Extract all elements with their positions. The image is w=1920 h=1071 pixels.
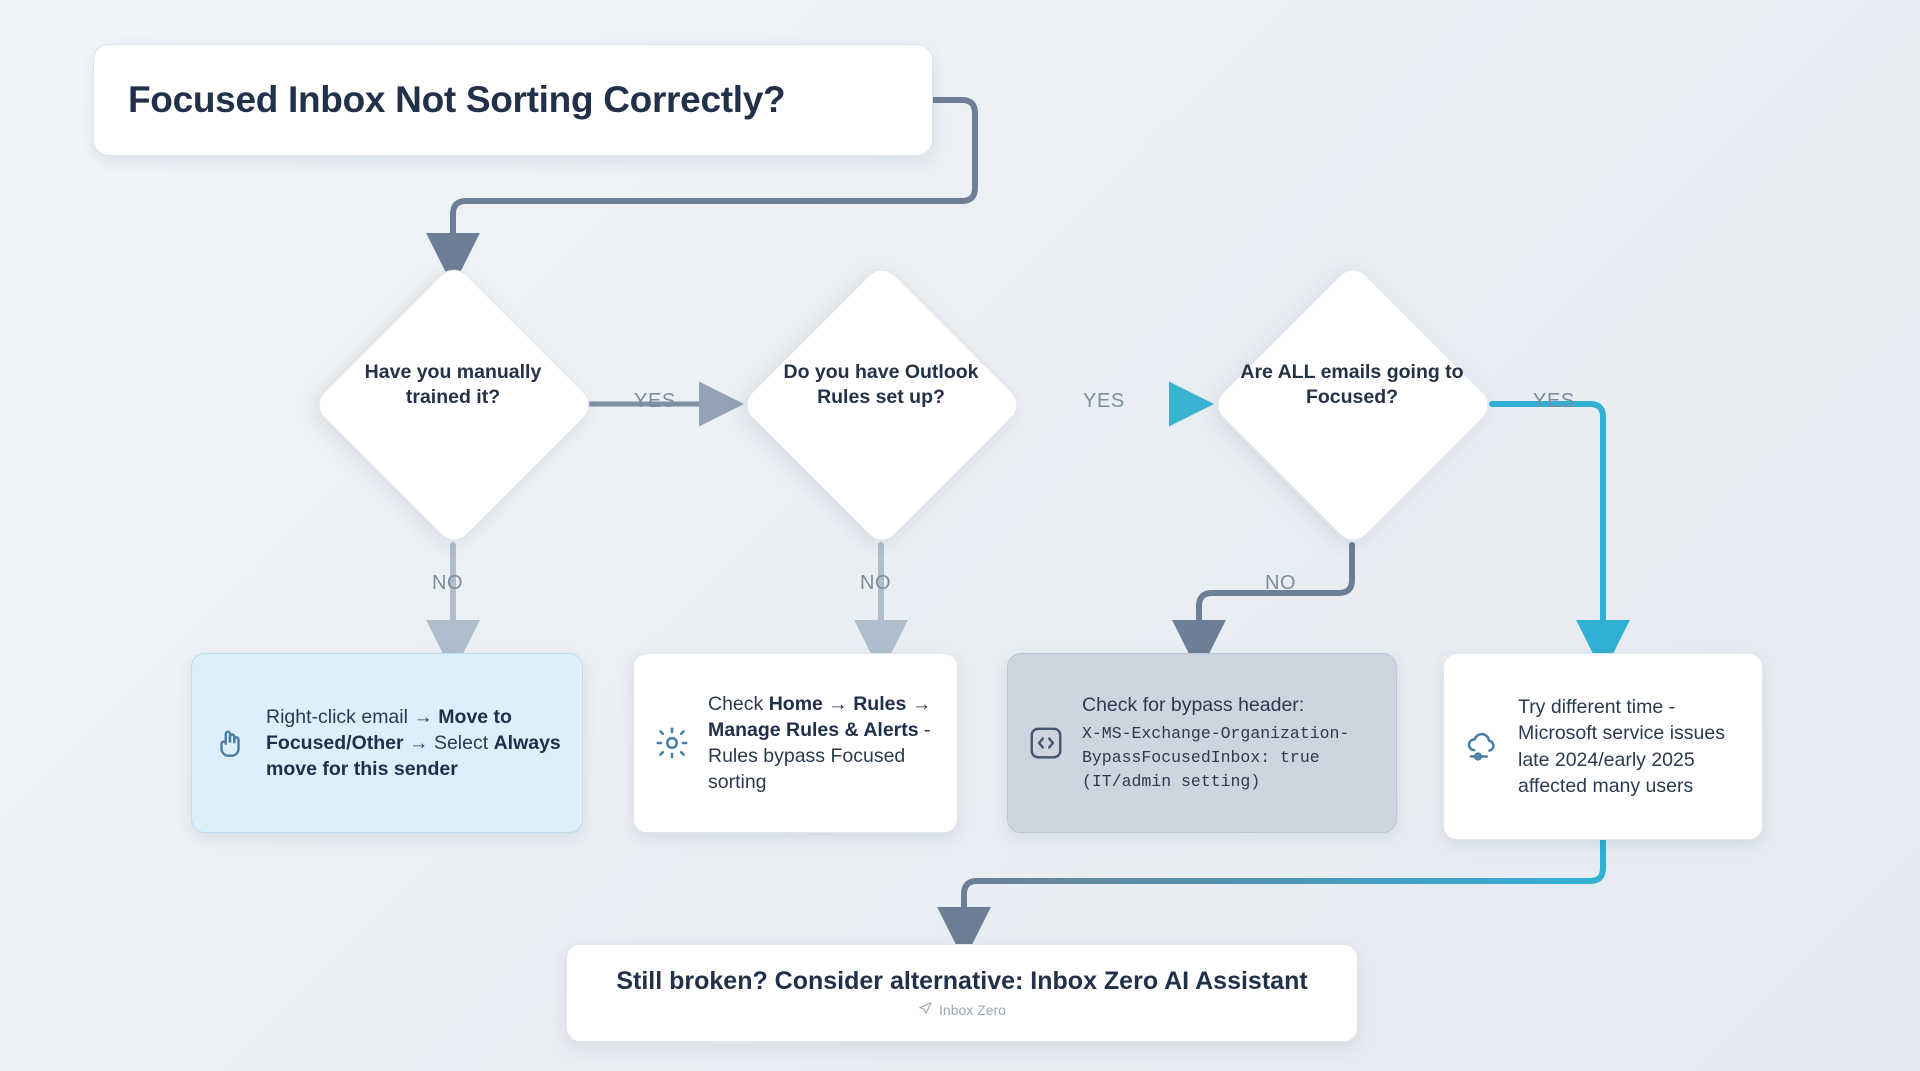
edge-label-no-2: NO [860,572,892,594]
edge-label-no-1: NO [432,572,464,594]
decision-label-rules: Do you have Outlook Rules set up? [783,361,979,408]
final-card[interactable] [566,944,1358,1042]
decision-label-trained: Have you manually trained it? [364,361,542,408]
page-title: Focused Inbox Not Sorting Correctly? [128,79,786,120]
outcome-card-train-sender[interactable] [191,653,583,833]
outcome-text-service-issue: Try different time - Microsoft service issues late 2024/early 2025 affected many users [1518,696,1725,797]
outcome-card-bypass-header[interactable] [1007,653,1397,833]
decision-label-all-focused: Are ALL emails going to Focused? [1240,361,1464,408]
final-card-text: Still broken? Consider alternative: Inbox Zero AI Assistant [616,967,1308,995]
outcome-text-bypass-header [1082,692,1378,794]
code-brackets-icon [1026,723,1066,763]
bypass-header-title: Check for bypass header: [1082,694,1305,717]
brand-label: Inbox Zero [939,1002,1006,1018]
edge-label-no-3: NO [1265,572,1297,594]
cloud-settings-icon [1462,727,1502,767]
outcome-text-train-sender: Right-click email → Move to Focused/Other → Select Always move for this sender [266,705,561,781]
outcome-card-rules[interactable] [633,653,958,833]
edge-label-yes-1: YES [634,390,676,412]
edge-label-yes-2: YES [1083,390,1125,412]
gear-icon [652,723,692,763]
hand-pointer-icon [210,723,250,763]
outcome-text-rules: Check Home → Rules → Manage Rules & Alerts - Rules bypass Focused sorting [708,692,932,794]
edge-label-yes-3: YES [1533,390,1575,412]
paper-plane-icon [918,1001,933,1019]
outcome-card-service-issue[interactable] [1443,653,1763,840]
title-card [93,44,933,156]
brand-row [918,1001,1006,1019]
bypass-header-code: X-MS-Exchange-Organization-BypassFocusedInbox: true (IT/admin setting) [1082,724,1350,792]
